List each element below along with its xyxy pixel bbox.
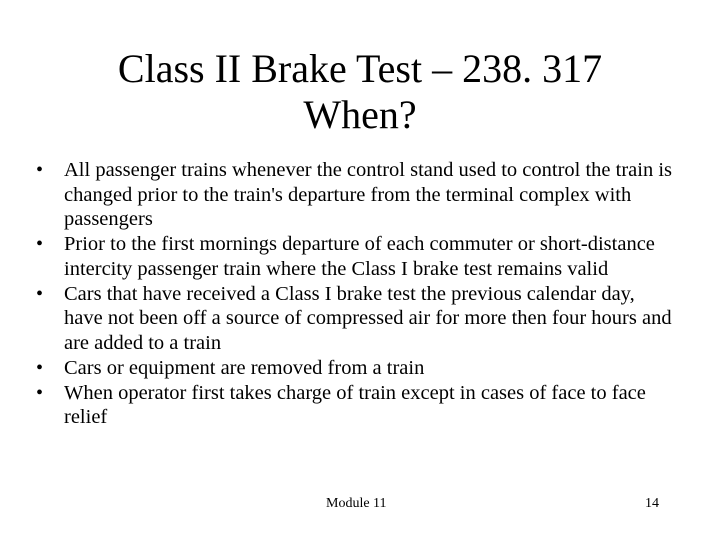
bullet-icon: • (36, 233, 44, 255)
footer-module-label: Module 11 (326, 496, 387, 511)
bullet-list (36, 158, 676, 430)
title-line-1: Class II Brake Test – 238. 317 (117, 46, 603, 91)
bullet-icon: • (36, 282, 44, 305)
bullet-icon: • (36, 159, 44, 181)
bullet-text: All passenger trains whenever the control stand used to control the train is changed prior to the train's departure from the terminal complex with passengers (64, 159, 673, 230)
bullet-text: When operator first takes charge of train except in cases of face to face relief (64, 381, 646, 428)
slide-title (60, 46, 660, 138)
title-line-2: When? (303, 92, 417, 137)
bullet-text: Prior to the first mornings departure of each commuter or short-distance intercity passenger train where the Class I brake test remains valid (64, 233, 655, 280)
bullet-item (36, 158, 676, 232)
bullet-item (36, 282, 676, 356)
bullet-icon: • (36, 356, 44, 379)
bullet-item (36, 232, 676, 281)
footer-page-number: 14 (645, 496, 659, 511)
bullet-item (36, 356, 676, 381)
bullet-icon: • (36, 381, 44, 404)
bullet-text: Cars or equipment are removed from a train (64, 356, 425, 379)
bullet-item (36, 381, 676, 430)
bullet-text: Cars that have received a Class I brake test the previous calendar day, have not been off a source of compressed air for more then four hours and are added to a train (64, 282, 672, 354)
